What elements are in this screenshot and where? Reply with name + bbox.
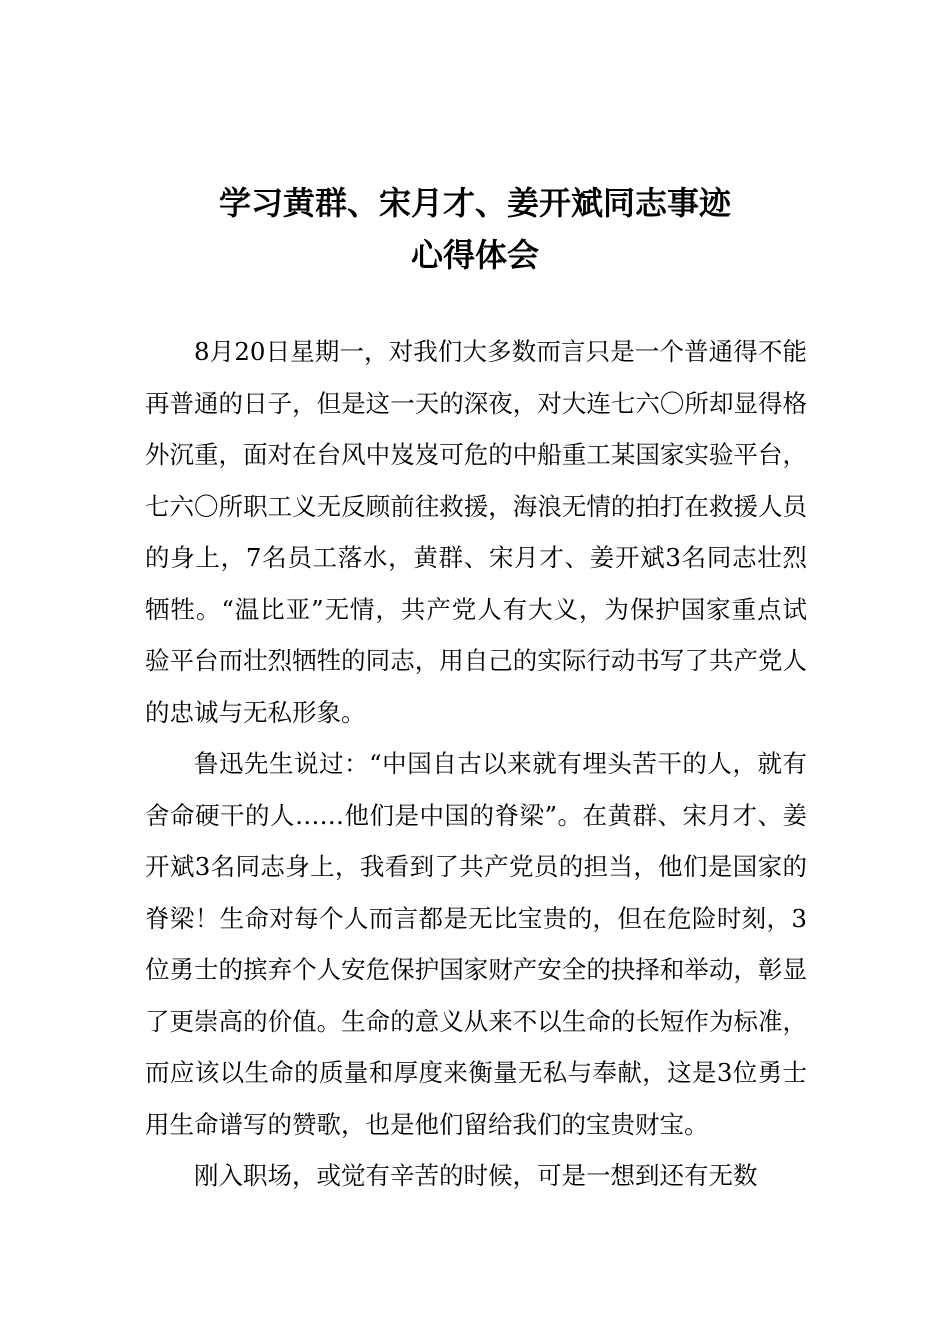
title-line-2: 心得体会	[410, 236, 539, 274]
title-line-1: 学习黄群、宋月才、姜开斌同志事迹	[218, 184, 731, 222]
paragraph-2: 鲁迅先生说过：“中国自古以来就有埋头苦干的人，就有舍命硬干的人……他们是中国的脊梁”。在黄群、宋月才、姜开斌3名同志身上，我看到了共产党员的担当，他们是国家的脊梁！生命对每个人而言都是无比宝贵的，但在危险时刻，3位勇士的摈弃个人安危保护国家财产安全的抉择和举动，彰显了更崇高的价值。生命的意义从来不以生命的长短作为标准，而应该以生命的质量和厚度来衡量无私与奉献，这是3位勇士用生命谱写的赞歌，也是他们留给我们的宝贵财宝。	[145, 749, 807, 1139]
paragraph-3: 刚入职场，或觉有辛苦的时候，可是一想到还有无数	[194, 1161, 758, 1190]
document-title	[0, 177, 950, 281]
document-body	[145, 326, 807, 1202]
paragraph-1: 8月20日星期一，对我们大多数而言只是一个普通得不能再普通的日子，但是这一天的深夜，对大连七六〇所却显得格外沉重，面对在台风中岌岌可危的中船重工某国家实验平台，七六〇所职工义无反顾前往救援，海浪无情的拍打在救援人员的身上，7名员工落水，黄群、宋月才、姜开斌3名同志壮烈牺牲。“温比亚”无情，共产党人有大义，为保护国家重点试验平台而壮烈牺牲的同志，用自己的实际行动书写了共产党人的忠诚与无私形象。	[145, 337, 807, 727]
